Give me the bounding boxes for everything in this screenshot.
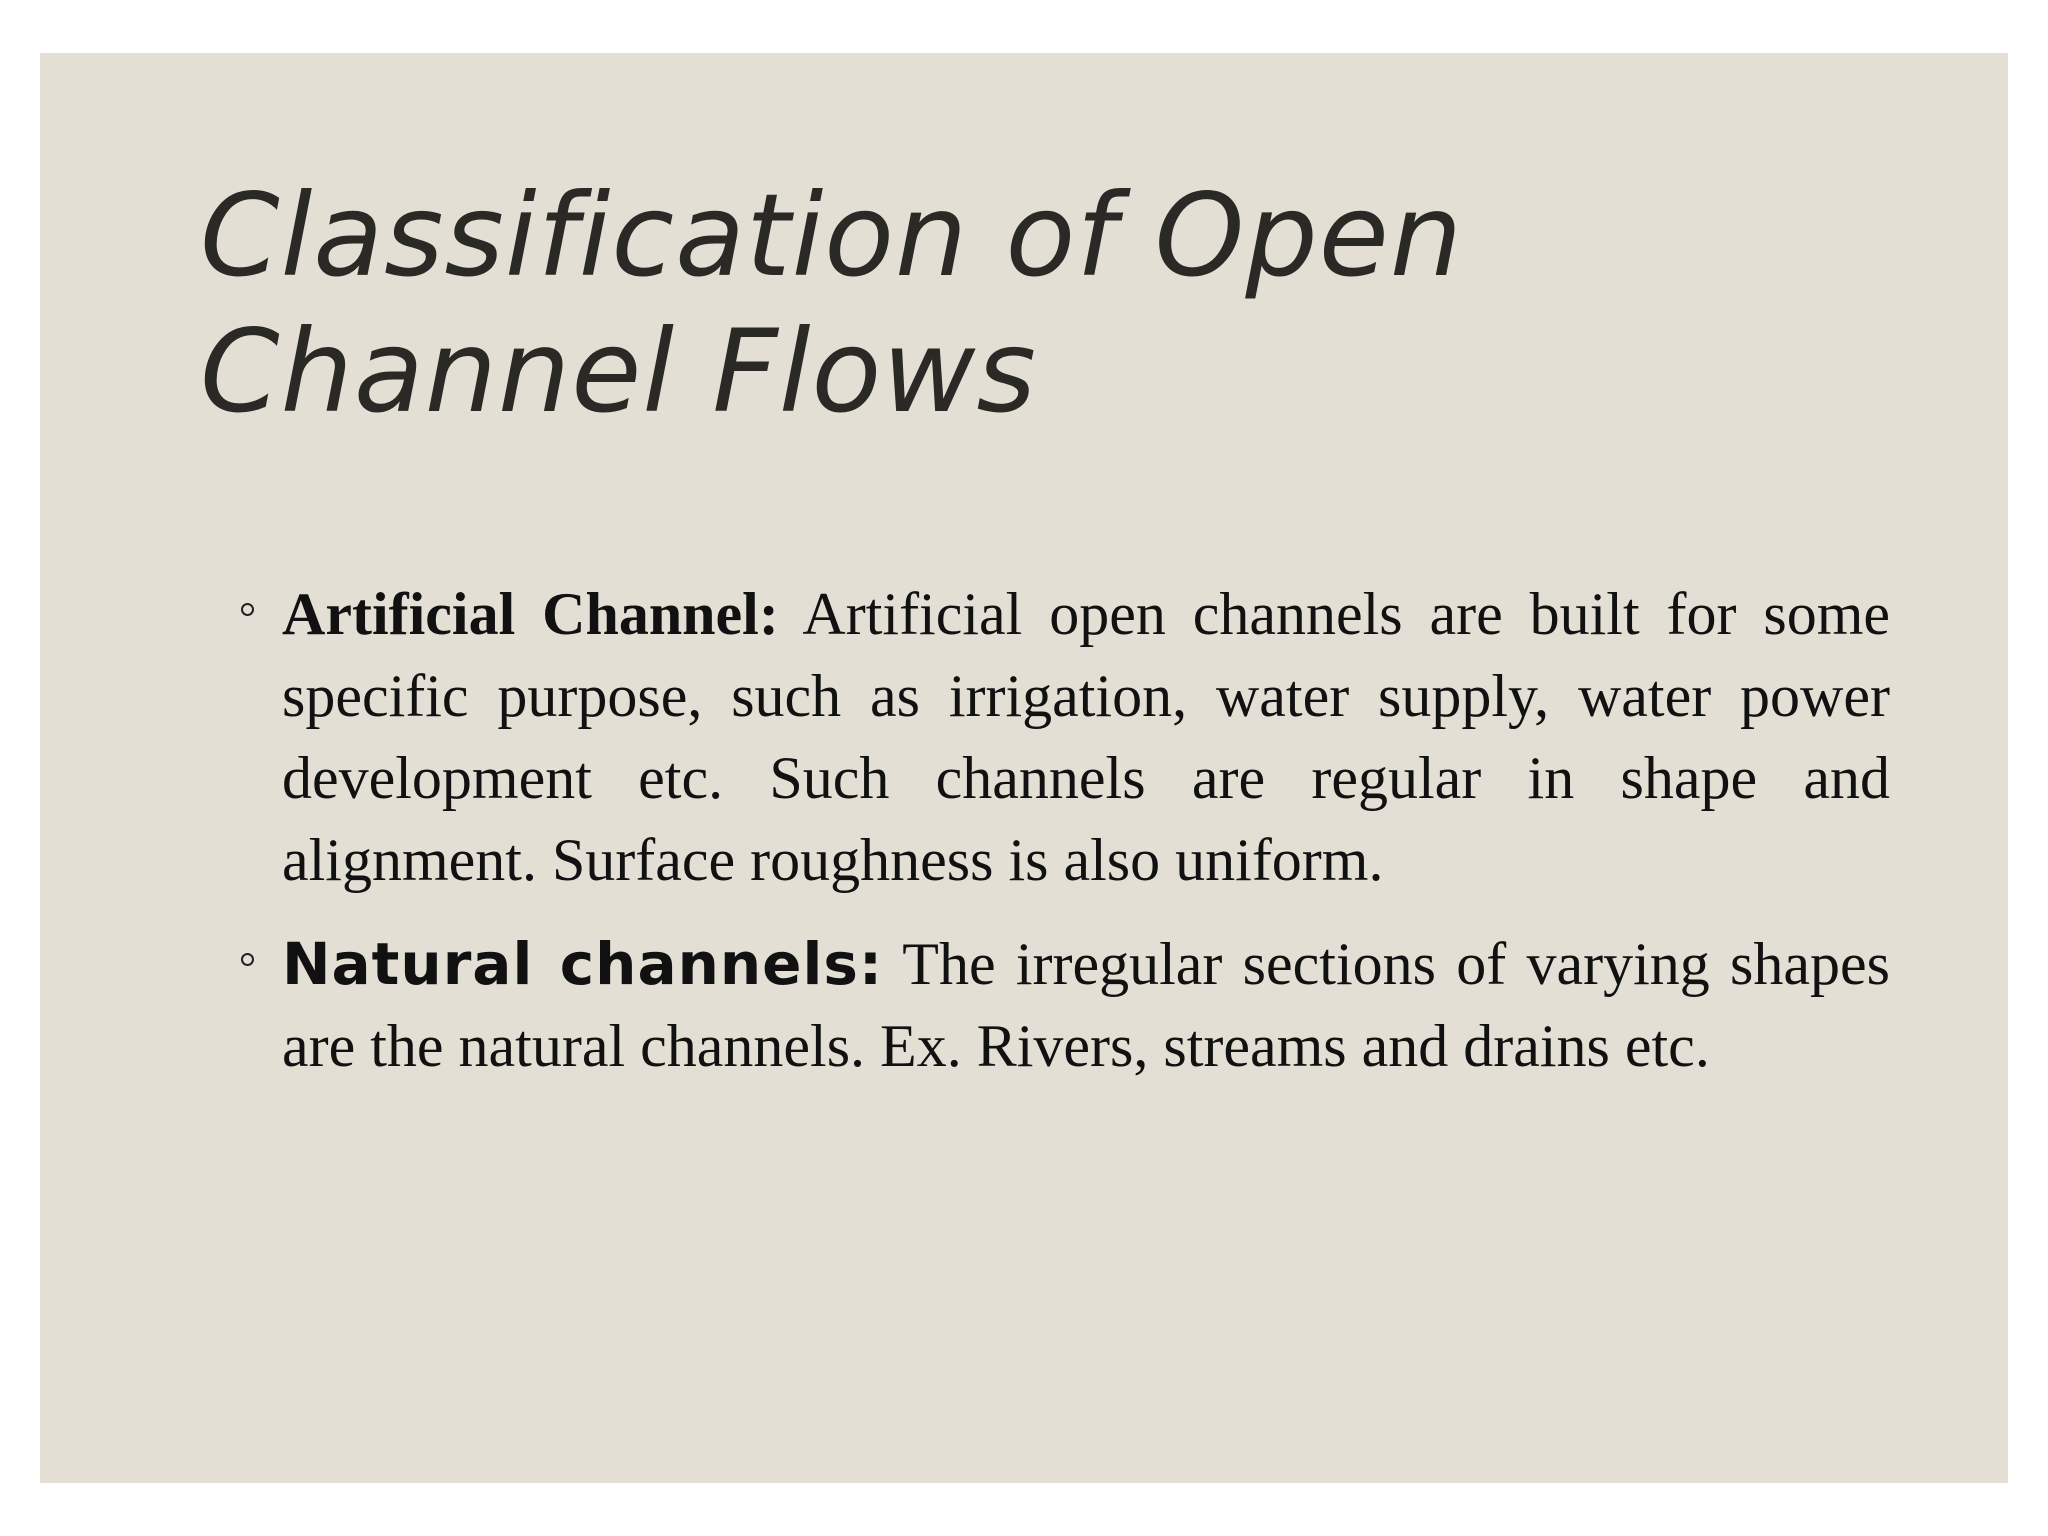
bullet-artificial-channel	[241, 573, 1890, 901]
slide	[40, 53, 2008, 1483]
bullet-term-natural-channels: Natural channels:	[282, 930, 884, 998]
slide-title-line-2: Channel Flows	[200, 305, 1037, 438]
bullet-text-natural-channels: The irregular sections of varying shapes are the natural channels. Ex. Rivers, streams and drains etc.	[282, 931, 1890, 1079]
bullet-natural-channels	[241, 923, 1890, 1087]
hollow-circle-bullet-icon	[241, 953, 254, 966]
bullet-term-artificial-channel: Artificial Channel:	[282, 581, 779, 647]
bullet-text-artificial-channel: Artificial open channels are built for some specific purpose, such as irrigation, water supply, water power development etc. Such channels are regular in shape and alignment. Surface roughness is also uniform.	[282, 581, 1891, 893]
slide-title	[200, 168, 1900, 440]
bullet-list	[241, 573, 1890, 1109]
slide-title-line-1: Classification of Open	[200, 169, 1464, 302]
hollow-circle-bullet-icon	[241, 603, 254, 616]
